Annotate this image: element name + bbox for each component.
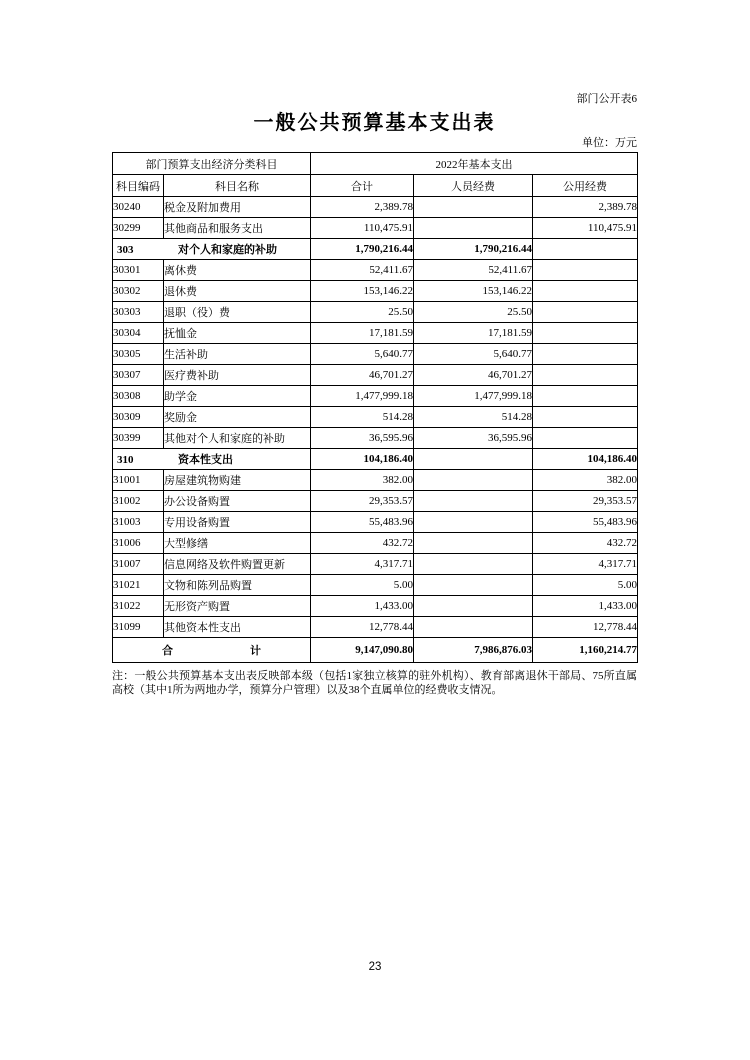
subject-code: 303 bbox=[117, 244, 134, 256]
subject-code: 30303 bbox=[113, 302, 164, 323]
subject-code: 31021 bbox=[113, 575, 164, 596]
total-value-total: 9,147,090.80 bbox=[311, 638, 414, 663]
value-total: 46,701.27 bbox=[311, 365, 414, 386]
subject-name: 无形资产购置 bbox=[164, 596, 311, 617]
document-page bbox=[112, 0, 637, 697]
page-title: 一般公共预算基本支出表 bbox=[253, 112, 496, 134]
subject-name: 对个人和家庭的补助 bbox=[178, 244, 277, 256]
value-total: 5.00 bbox=[311, 575, 414, 596]
value-personnel bbox=[414, 197, 533, 218]
subject-name: 专用设备购置 bbox=[164, 512, 311, 533]
value-total: 514.28 bbox=[311, 407, 414, 428]
value-public: 110,475.91 bbox=[533, 218, 638, 239]
value-personnel: 25.50 bbox=[414, 302, 533, 323]
table-row bbox=[113, 428, 638, 449]
value-public bbox=[533, 365, 638, 386]
table-total-row bbox=[113, 638, 638, 663]
table-row bbox=[113, 281, 638, 302]
value-public: 4,317.71 bbox=[533, 554, 638, 575]
table-row bbox=[113, 302, 638, 323]
subject-code: 31006 bbox=[113, 533, 164, 554]
table-row bbox=[113, 491, 638, 512]
value-total: 52,411.67 bbox=[311, 260, 414, 281]
subject-name: 助学金 bbox=[164, 386, 311, 407]
value-personnel bbox=[414, 470, 533, 491]
value-total: 29,353.57 bbox=[311, 491, 414, 512]
value-total: 5,640.77 bbox=[311, 344, 414, 365]
table-row bbox=[113, 218, 638, 239]
value-personnel: 46,701.27 bbox=[414, 365, 533, 386]
value-total: 17,181.59 bbox=[311, 323, 414, 344]
value-total: 25.50 bbox=[311, 302, 414, 323]
doc-corner-label: 部门公开表6 bbox=[576, 93, 637, 105]
value-total: 36,595.96 bbox=[311, 428, 414, 449]
value-public bbox=[533, 302, 638, 323]
subject-code: 30240 bbox=[113, 197, 164, 218]
table-row bbox=[113, 554, 638, 575]
table-row bbox=[113, 449, 638, 470]
subject-name: 退职（役）费 bbox=[164, 302, 311, 323]
subject-code: 31003 bbox=[113, 512, 164, 533]
subject-code: 30299 bbox=[113, 218, 164, 239]
subject-code: 310 bbox=[117, 454, 134, 466]
value-total: 153,146.22 bbox=[311, 281, 414, 302]
value-personnel bbox=[414, 575, 533, 596]
value-public bbox=[533, 407, 638, 428]
unit-label: 单位：万元 bbox=[582, 137, 637, 149]
table-row bbox=[113, 575, 638, 596]
table-row bbox=[113, 533, 638, 554]
value-total: 1,433.00 bbox=[311, 596, 414, 617]
subject-code: 30302 bbox=[113, 281, 164, 302]
table-header-group-row bbox=[113, 153, 638, 175]
total-value-public: 1,160,214.77 bbox=[533, 638, 638, 663]
table-row bbox=[113, 344, 638, 365]
subject-code: 31001 bbox=[113, 470, 164, 491]
subject-name: 退休费 bbox=[164, 281, 311, 302]
subject-code: 31002 bbox=[113, 491, 164, 512]
subject-name: 房屋建筑物购建 bbox=[164, 470, 311, 491]
subject-name: 生活补助 bbox=[164, 344, 311, 365]
col-header-personnel: 人员经费 bbox=[414, 175, 533, 197]
value-personnel bbox=[414, 512, 533, 533]
col-header-code: 科目编码 bbox=[113, 175, 164, 197]
value-public bbox=[533, 386, 638, 407]
table-row bbox=[113, 470, 638, 491]
value-personnel: 52,411.67 bbox=[414, 260, 533, 281]
value-personnel: 514.28 bbox=[414, 407, 533, 428]
subject-code: 31022 bbox=[113, 596, 164, 617]
subject-code: 30307 bbox=[113, 365, 164, 386]
table-row bbox=[113, 260, 638, 281]
budget-expenditure-table bbox=[112, 152, 638, 663]
header-group-subject: 部门预算支出经济分类科目 bbox=[113, 153, 311, 175]
subject-name: 医疗费补助 bbox=[164, 365, 311, 386]
table-row bbox=[113, 386, 638, 407]
value-total: 382.00 bbox=[311, 470, 414, 491]
value-personnel: 1,477,999.18 bbox=[414, 386, 533, 407]
subject-code: 30309 bbox=[113, 407, 164, 428]
subject-name: 大型修缮 bbox=[164, 533, 311, 554]
value-personnel: 1,790,216.44 bbox=[414, 239, 533, 260]
value-total: 4,317.71 bbox=[311, 554, 414, 575]
value-total: 104,186.40 bbox=[311, 449, 414, 470]
table-row bbox=[113, 323, 638, 344]
value-personnel bbox=[414, 449, 533, 470]
value-personnel: 17,181.59 bbox=[414, 323, 533, 344]
value-public: 29,353.57 bbox=[533, 491, 638, 512]
subject-name: 离休费 bbox=[164, 260, 311, 281]
table-row bbox=[113, 512, 638, 533]
value-total: 2,389.78 bbox=[311, 197, 414, 218]
value-personnel bbox=[414, 617, 533, 638]
subject-code: 30308 bbox=[113, 386, 164, 407]
value-personnel: 153,146.22 bbox=[414, 281, 533, 302]
subject-code: 30301 bbox=[113, 260, 164, 281]
value-public: 55,483.96 bbox=[533, 512, 638, 533]
value-public bbox=[533, 344, 638, 365]
value-public: 5.00 bbox=[533, 575, 638, 596]
value-public: 104,186.40 bbox=[533, 449, 638, 470]
value-total: 12,778.44 bbox=[311, 617, 414, 638]
subject-name: 信息网络及软件购置更新 bbox=[164, 554, 311, 575]
subject-name: 其他对个人和家庭的补助 bbox=[164, 428, 311, 449]
subject-code: 30304 bbox=[113, 323, 164, 344]
table-row bbox=[113, 596, 638, 617]
value-total: 110,475.91 bbox=[311, 218, 414, 239]
subject-name: 办公设备购置 bbox=[164, 491, 311, 512]
subject-code: 31007 bbox=[113, 554, 164, 575]
value-public: 1,433.00 bbox=[533, 596, 638, 617]
col-header-total: 合计 bbox=[311, 175, 414, 197]
col-header-public: 公用经费 bbox=[533, 175, 638, 197]
table-row bbox=[113, 365, 638, 386]
value-public bbox=[533, 323, 638, 344]
subject-code: 31099 bbox=[113, 617, 164, 638]
value-personnel: 36,595.96 bbox=[414, 428, 533, 449]
value-personnel bbox=[414, 596, 533, 617]
total-label: 合 计 bbox=[113, 638, 311, 663]
value-public: 12,778.44 bbox=[533, 617, 638, 638]
value-public bbox=[533, 428, 638, 449]
total-value-personnel: 7,986,876.03 bbox=[414, 638, 533, 663]
value-public: 382.00 bbox=[533, 470, 638, 491]
value-personnel bbox=[414, 491, 533, 512]
value-public: 2,389.78 bbox=[533, 197, 638, 218]
value-total: 432.72 bbox=[311, 533, 414, 554]
col-header-name: 科目名称 bbox=[164, 175, 311, 197]
value-personnel bbox=[414, 218, 533, 239]
subject-code: 30305 bbox=[113, 344, 164, 365]
table-row bbox=[113, 407, 638, 428]
value-total: 1,477,999.18 bbox=[311, 386, 414, 407]
table-row bbox=[113, 239, 638, 260]
table-footnote: 注：一般公共预算基本支出表反映部本级（包括1家独立核算的驻外机构）、教育部离退休干部局、75所直属高校（其中1所为两地办学，预算分户管理）以及38个直属单位的经费收支情况。 bbox=[112, 670, 637, 696]
table-row bbox=[113, 617, 638, 638]
subject-name: 其他商品和服务支出 bbox=[164, 218, 311, 239]
header-group-year: 2022年基本支出 bbox=[311, 153, 638, 175]
value-public bbox=[533, 281, 638, 302]
subject-name: 税金及附加费用 bbox=[164, 197, 311, 218]
value-public bbox=[533, 239, 638, 260]
subject-code: 30399 bbox=[113, 428, 164, 449]
subject-name: 资本性支出 bbox=[178, 454, 233, 466]
value-total: 1,790,216.44 bbox=[311, 239, 414, 260]
value-public bbox=[533, 260, 638, 281]
subject-name: 其他资本性支出 bbox=[164, 617, 311, 638]
value-personnel bbox=[414, 533, 533, 554]
value-total: 55,483.96 bbox=[311, 512, 414, 533]
subject-code-name-cell bbox=[113, 449, 311, 470]
value-personnel: 5,640.77 bbox=[414, 344, 533, 365]
subject-name: 文物和陈列品购置 bbox=[164, 575, 311, 596]
subject-name: 抚恤金 bbox=[164, 323, 311, 344]
table-row bbox=[113, 197, 638, 218]
subject-code-name-cell bbox=[113, 239, 311, 260]
value-public: 432.72 bbox=[533, 533, 638, 554]
value-personnel bbox=[414, 554, 533, 575]
subject-name: 奖励金 bbox=[164, 407, 311, 428]
page-number: 23 bbox=[368, 961, 382, 973]
table-header-columns-row bbox=[113, 175, 638, 197]
